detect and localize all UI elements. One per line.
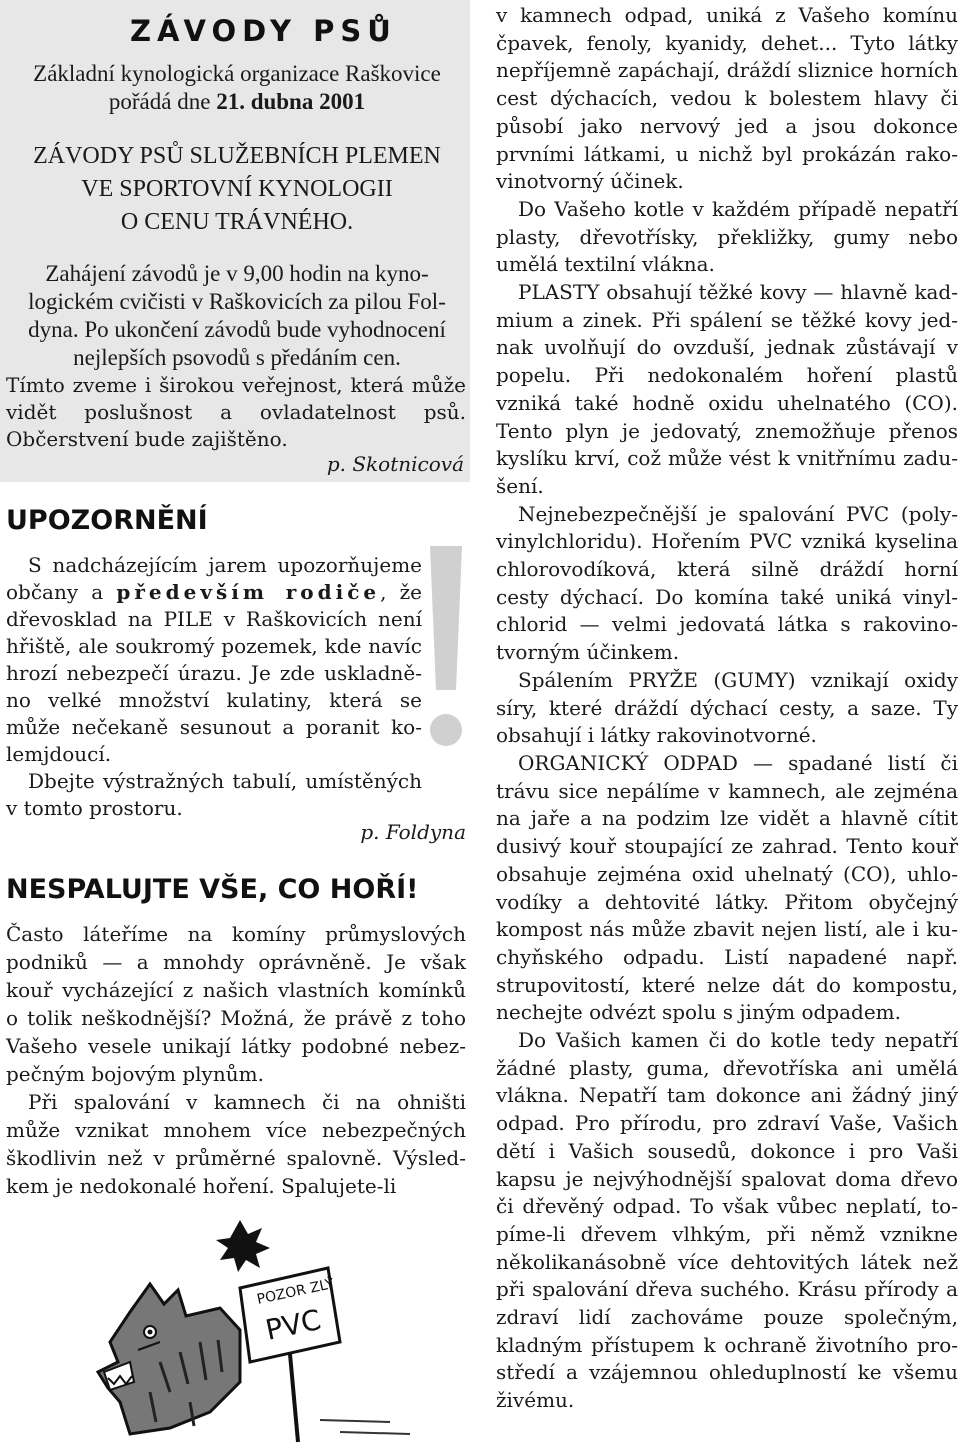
right-paragraph-pvc: Nejnebezpečnější je spalování PVC (polyvinylchloridu). Hořením PVC vzniká kyselina chlorovodíková, která silně dráždí horní cesty dýchací. Do komína také uniká vinylchlorid — velmi jedovatá látka s rakovinotvorným účinkem. xyxy=(496,501,958,665)
burning-paragraph-2: Při spalování v kamnech či na ohništi může vznikat mnohem více nebezpečných škodlivin než v průměrné spalovně. Výsledkem je nedokonalé hoření. Spalujete-li xyxy=(6,1090,466,1198)
warning-paragraph: S nadcházejícím jarem upozorňujeme občany a především rodiče, že dřevosklad na PILE v Raškovicích není hřiště, ale soukromý pozemek, kde navíc hrozí nebezpečí úrazu. Je zde uskladněno velké množství kulatiny, která se může nečekaně sesunout a poranit kolemjdoucí. xyxy=(6,553,422,766)
sign-post xyxy=(290,1354,298,1442)
event-date: 21. dubna 2001 xyxy=(216,89,366,114)
warning-heading: UPOZORNĚNÍ xyxy=(6,505,208,536)
sign-text-pvc: PVC xyxy=(262,1303,324,1347)
organizer-line: Základní kynologická organizace Raškovice xyxy=(33,61,441,86)
warning-paragraph-2: Dbejte výstražných tabulí, umístěných v tomto prostoru. xyxy=(6,769,422,820)
wolf-cartoon-illustration xyxy=(90,1212,420,1450)
right-paragraph-1: Do Vašeho kotle v každém případě nepatří plasty, dřevotřísky, překližky, gumy nebo umělá textilní vlákna. xyxy=(496,196,958,277)
start-info: Zahájení závodů je v 9,00 hodin na kyno- logickém cvičisti v Raškovicích za pilou Fol- dyna. Po ukončení závodů bude vyhodnocení nejlepších psovodů s předáním cen. xyxy=(28,261,446,370)
right-paragraph-conclusion: Do Vašich kamen či do kotle tedy nepatří žádné plasty, guma, dřevotříska ani umělá vlákna. Nepatří tam dokonce ani žádný jiný odpad. Pro přírodu, pro zdraví Vaše, Vašich dětí i Vašich sousedů, dokonce i pro Vaši kapsu je nejvýhodnější spalovat doma dřevo či dřevěný odpad. To však vůbec neplatí, topíme-li dřevem vlhkým, při němž vznikne několikanásobně více dehtovitých látek než při spalování dřeva suchého. Krásu přírody a zdraví lidí zachováme pouze společným, kladným přístupem k ochraně životního prostředí a vzájemnou ohleduplností ke všemu živému. xyxy=(496,1028,958,1413)
invitation-text: Tímto zveme i širokou veřejnost, která může vidět poslušnost a ovladatelnost psů. Občerstvení bude zajištěno. xyxy=(6,373,466,451)
burning-heading: NESPALUJTE VŠE, CO HOŘÍ! xyxy=(6,874,419,905)
burning-paragraph-1: Často láteříme na komíny průmyslových podniků — a mnohdy oprávněně. Je však kouř vycházející z našich vlastních komínků o tolik neškodnější? Možná, že právě z toho Vašeho vesele unikají látky podobné nebezpečným bojovým plynům. xyxy=(6,922,466,1086)
event-signature: p. Skotnicová xyxy=(326,452,464,476)
emphasis-parents: především rodiče xyxy=(116,580,381,604)
exclamation-icon xyxy=(420,540,472,760)
event-announcement-box xyxy=(0,0,470,482)
event-title: ZÁVODY PSŮ xyxy=(130,14,397,48)
warning-signature: p. Foldyna xyxy=(360,820,466,844)
date-line: pořádá dne 21. dubna 2001 xyxy=(108,89,366,114)
explosion-icon xyxy=(216,1220,270,1272)
right-paragraph-organic: ORGANICKÝ ODPAD — spadané listí či trávu sice nepálíme v kamnech, ale zejména na jaře a na podzim lze vidět a hlavně cítit dusivý kouř stoupající ze zahrad. Tento kouř obsahuje zejména oxid uhelnatý (CO), uhlovodíky a dehtovité látky. Přitom obyčejný kompost nás může zbavit nejen listí, ale i kuchyňského odpadu. Listí napadené např. strupovitostí, které nelze dát do kompostu, nechejte odvézt spolu s jiným odpadem. xyxy=(496,750,958,1025)
warning-text xyxy=(6,552,422,822)
competition-name: ZÁVODY PSŮ SLUŽEBNÍCH PLEMEN VE SPORTOVNÍ KYNOLOGII O CENU TRÁVNÉHO. xyxy=(33,143,441,235)
article-continuation xyxy=(496,2,958,1415)
burning-text xyxy=(6,920,466,1200)
right-paragraph-0: v kamnech odpad, uniká z Vašeho komínu čpavek, fenoly, kyanidy, dehet... Tyto látky nepříjemně zapáchají, dráždí sliznice horních cest dýchacích, vedou k bolestem hlavy či působí jako nervový jed a jsou dokonce prvními látkami, u nichž byl prokázán rakovinotvorný účinek. xyxy=(496,3,958,194)
organizer-block xyxy=(8,60,466,116)
right-paragraph-plastics: PLASTY obsahují těžké kovy — hlavně kadmium a zinek. Při spálení se těžké kovy jednak uvolňují do ovzduší, jednak zůstávají v popelu. Při nedokonalém hoření plastů vzniká také hodně oxidu uhelnatého (CO). Tento plyn je jedovatý, znemožňuje přenos kyslíku krví, což může vést k vnitřnímu zadušení. xyxy=(496,280,958,498)
sign-text-top: POZOR ZLÝ xyxy=(255,1275,336,1308)
right-column xyxy=(496,0,958,1415)
wolf-head xyxy=(98,1284,240,1434)
right-paragraph-rubber: Spálením PRYŽE (GUMY) vznikají oxidy síry, které dráždí dýchací cesty, a saze. Ty obsahují i látky rakovinotvorné. xyxy=(496,667,958,748)
